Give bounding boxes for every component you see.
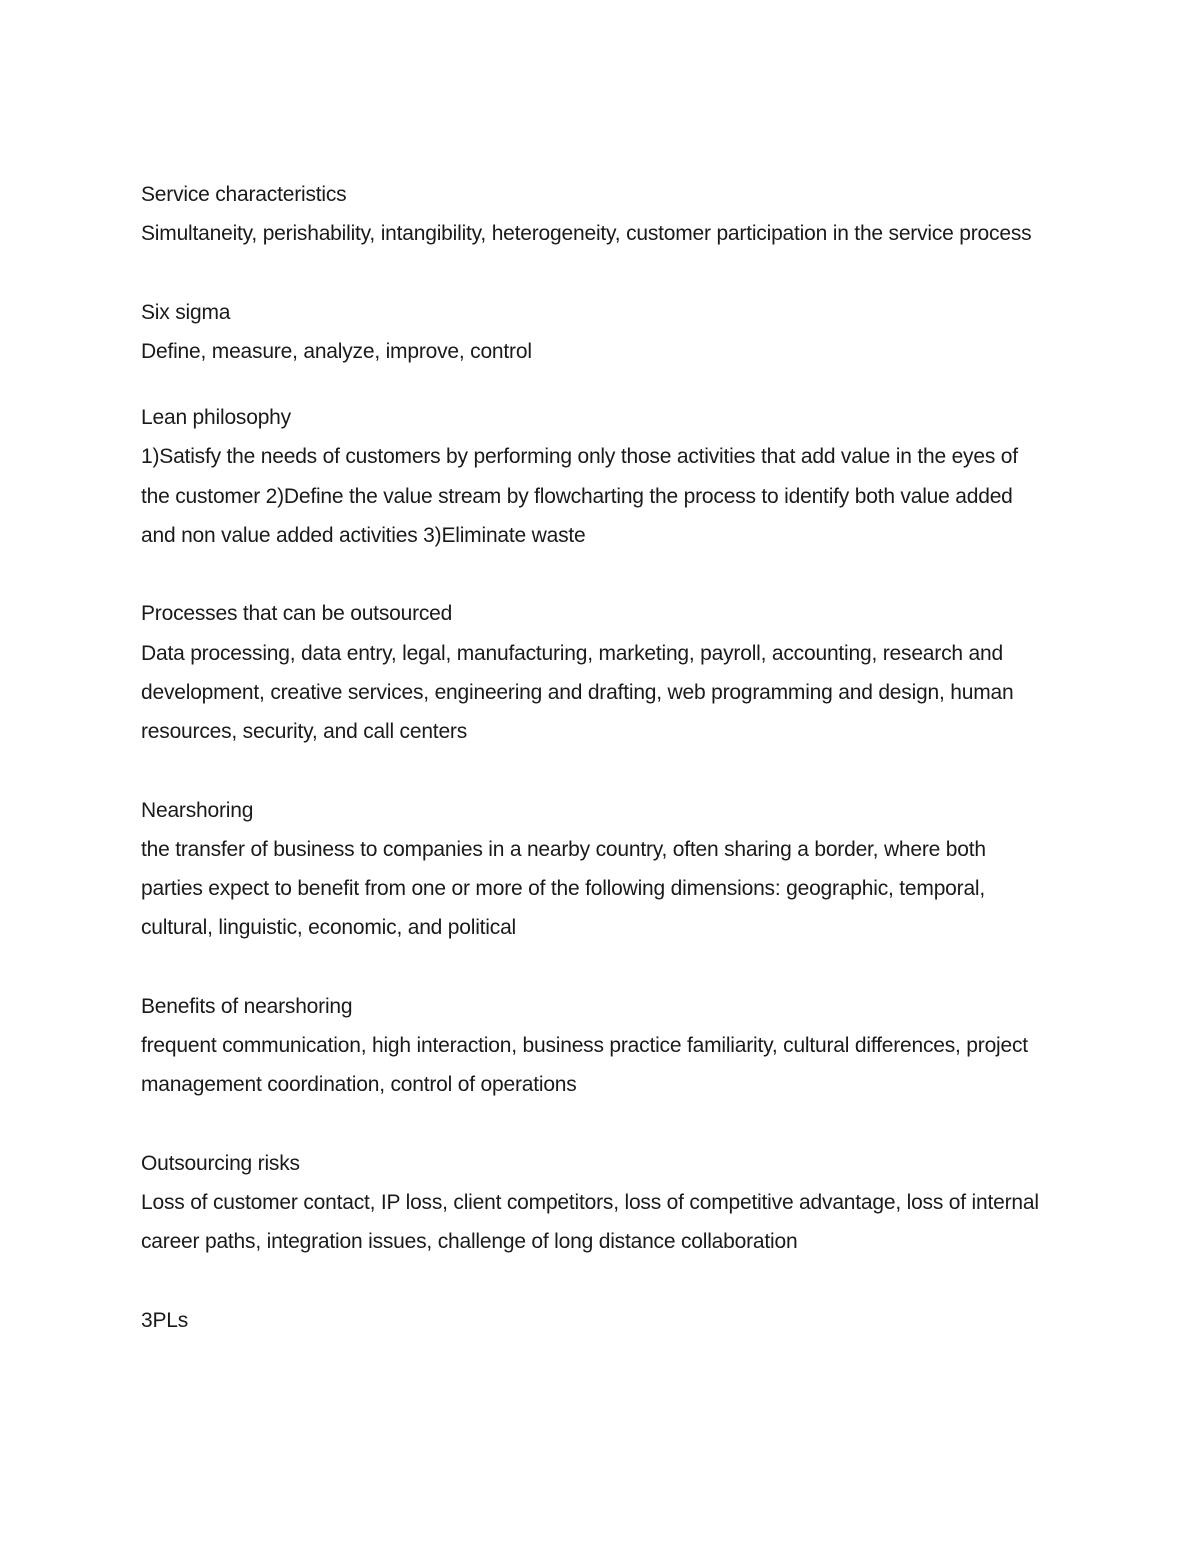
entry-spacer <box>141 555 1046 594</box>
entry-spacer <box>141 1262 1046 1301</box>
entry-term: Nearshoring <box>141 798 254 822</box>
entry-term: Lean philosophy <box>141 406 291 430</box>
entry-3pls <box>141 1301 1046 1340</box>
entry-definition: Simultaneity, perishability, intangibility, heterogeneity, customer participation in the service process <box>141 222 1032 246</box>
entry-term: Benefits of nearshoring <box>141 994 353 1018</box>
entry-term: Six sigma <box>141 300 231 324</box>
entry-lean-philosophy <box>141 398 1046 555</box>
entry-definition: the transfer of business to companies in a nearby country, often sharing a border, where both parties expect to benefit from one or more of the following dimensions: geographic, temporal, cultural, linguistic, economic, and political <box>141 837 986 940</box>
entry-definition: Define, measure, analyze, improve, control <box>141 339 532 363</box>
entry-term: Outsourcing risks <box>141 1151 300 1175</box>
entry-outsourcing-risks <box>141 1144 1046 1262</box>
entry-benefits-nearshoring <box>141 987 1046 1105</box>
entry-definition: 1)Satisfy the needs of customers by performing only those activities that add value in the eyes of the customer 2)Define the value stream by flowcharting the process to identify both value added and non value added activities 3)Eliminate waste <box>141 445 1018 548</box>
entry-six-sigma <box>141 293 1046 372</box>
entry-processes-outsourced <box>141 594 1046 751</box>
entry-term: Service characteristics <box>141 183 347 206</box>
entry-definition: Data processing, data entry, legal, manufacturing, marketing, payroll, accounting, research and development, creative services, engineering and drafting, web programming and design, human resources, security, and call centers <box>141 641 1014 744</box>
entry-service-characteristics <box>141 175 1046 254</box>
entry-spacer <box>141 254 1046 293</box>
entry-spacer <box>141 948 1046 987</box>
entry-term: Processes that can be outsourced <box>141 602 453 626</box>
entry-nearshoring <box>141 791 1046 948</box>
entry-spacer <box>141 752 1046 791</box>
entry-spacer <box>141 371 1046 398</box>
document-body <box>141 175 1046 1340</box>
entry-spacer <box>141 1105 1046 1144</box>
entry-definition: frequent communication, high interaction, business practice familiarity, cultural differences, project management coordination, control of operations <box>141 1034 1028 1097</box>
entry-term: 3PLs <box>141 1308 189 1332</box>
entry-definition: Loss of customer contact, IP loss, client competitors, loss of competitive advantage, loss of internal career paths, integration issues, challenge of long distance collaboration <box>141 1190 1039 1254</box>
